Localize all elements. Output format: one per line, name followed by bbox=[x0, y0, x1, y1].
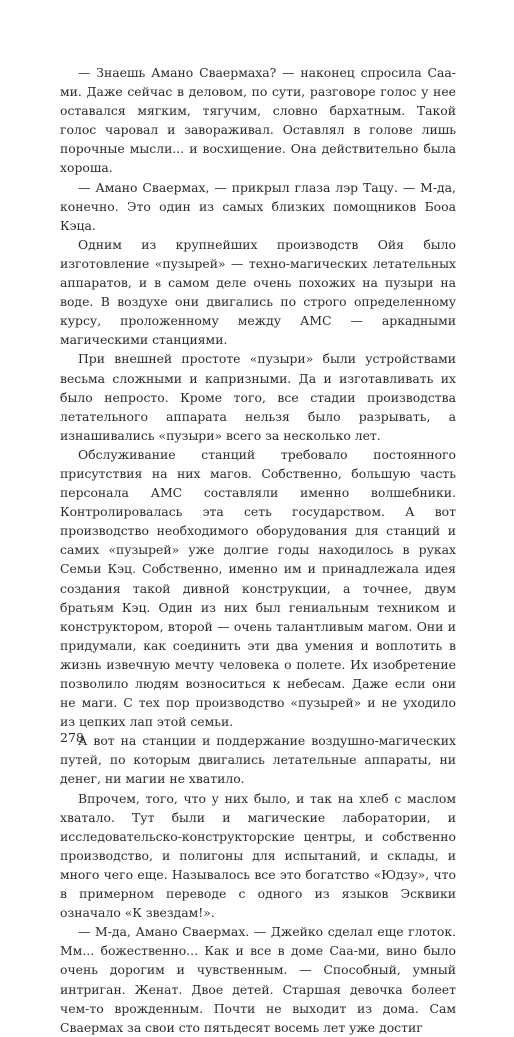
paragraph: Одним из крупнейших производств Ойя было изготовление «пузырей» — техно-магических летательных аппаратов, и в самом деле очень похожих на пузыри на воде. В воздухе они двигались по строго определенному курсу, проложенному между АМС — аркадными магическими станциями. bbox=[60, 236, 456, 348]
paragraph: — М-да, Амано Сваермах. — Джейко сделал еще глоток. Мм... божественно... Как и все в доме Саа-ми, вино было очень дорогим и чувственным. — Способный, умный интриган. Женат. Двое детей. Старшая девочка болеет чем-то врожденным. Почти не выходит из дома. Сам Сваермах за свои сто пятьдесят восемь лет уже достиг bbox=[60, 924, 456, 1035]
paragraph: — Амано Сваермах, — прикрыл глаза лэр Тацу. — М-да, конечно. Это один из самых близких помощников Бооа Кэца. bbox=[60, 179, 456, 233]
paragraph: — Знаешь Амано Сваермаха? — наконец спросила Саа-ми. Даже сейчас в деловом, по сути, разговоре голос у нее оставался мягким, тягучим, словно бархатным. Такой голос чаровал и завораживал. Оставлял в голове лишь порочные мысли... и восхищение. Она действительно была хороша. bbox=[60, 65, 456, 176]
body-text bbox=[60, 63, 456, 1037]
paragraph: При внешней простоте «пузыри» были устройствами весьма сложными и капризными. Да и изготавливать их было непросто. Кроме того, все стадии производства летательного аппарата нельзя было разрывать, а изнашивались «пузыри» всего за несколько лет. bbox=[60, 351, 456, 443]
paragraph: Впрочем, того, что у них было, и так на хлеб с маслом хватало. Тут были и магические лаборатории, и исследовательско-конструкторские центры, и собственно производство, и полигоны для испытаний, и склады, и много чего еще. Называлось все это богатство «Юдзу», что в примерном переводе с одного из языков Эсквики означало «К звездам!». bbox=[60, 790, 456, 921]
paragraph: А вот на станции и поддержание воздушно-магических путей, по которым двигались летательные аппараты, ни денег, ни магии не хватило. bbox=[60, 733, 456, 787]
page-number: 278 bbox=[60, 730, 84, 745]
paragraph: Обслуживание станций требовало постоянного присутствия на них магов. Собственно, большую часть персонала АМС составляли именно волшебники. Контролировалась эта сеть государством. А вот производство необходимого оборудования для станций и самих «пузырей» уже долгие годы находилось в руках Семьи Кэц. Собственно, именно им и принадлежала идея создания такой дивной конструкции, а точнее, двум братьям Кэц. Один из них был гениальным техником и конструктором, второй — очень талантливым магом. Они и придумали, как соединить эти два умения и воплотить в жизнь извечную мечту человека о полете. Их изобретение позволило людям возноситься к небесам. Даже если они не маги. С тех пор производство «пузырей» и не уходило из цепких лап этой семьи. bbox=[60, 446, 456, 730]
